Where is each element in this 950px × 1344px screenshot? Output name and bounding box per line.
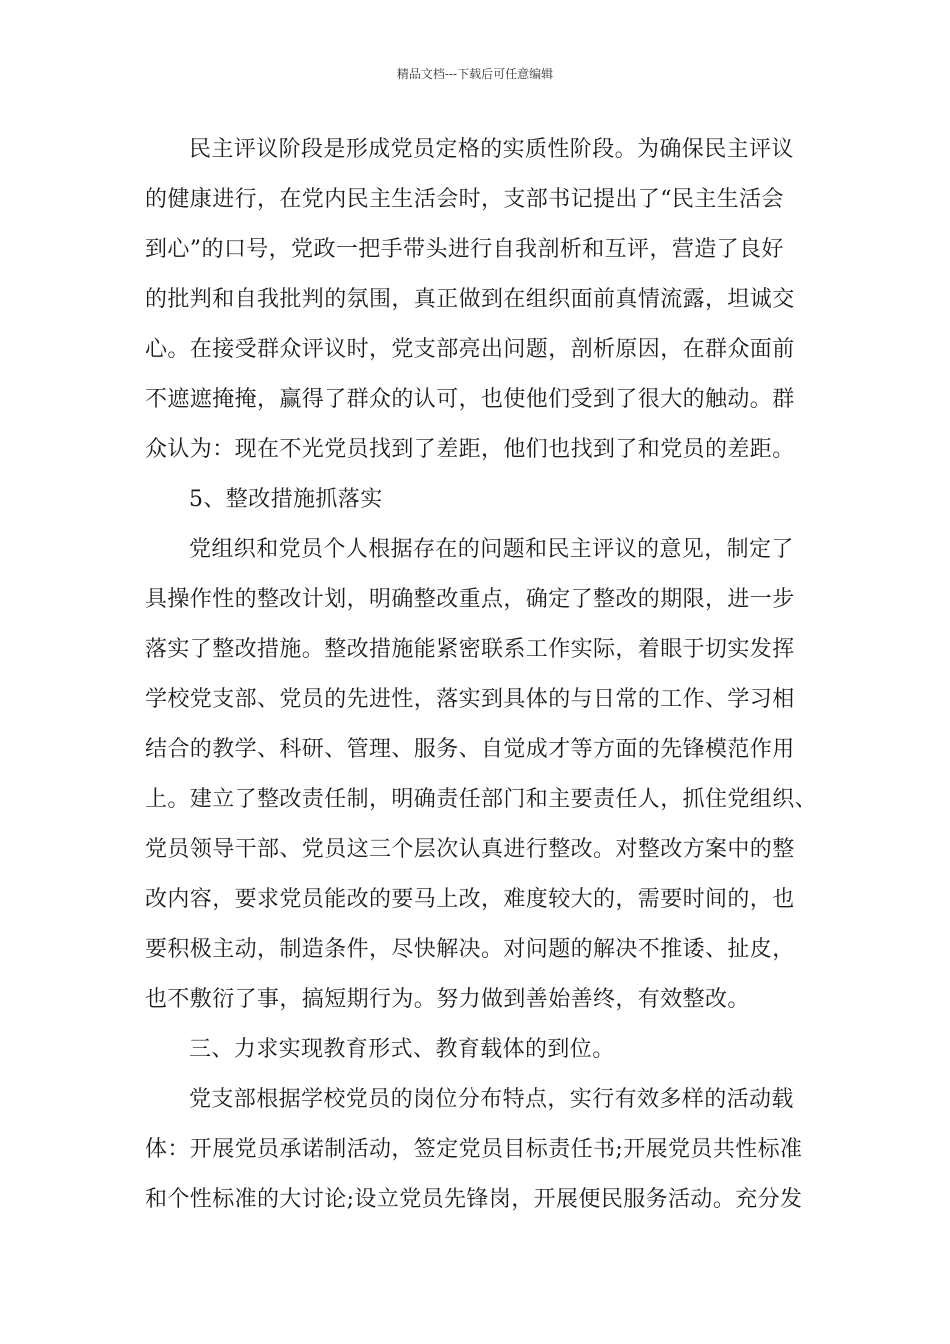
section-heading: 三、力求实现教育形式、教育载体的到位。	[189, 1037, 615, 1062]
paragraph-line: 的批判和自我批判的氛围，真正做到在组织面前真情流露，坦诚交	[145, 287, 795, 312]
paragraph-line: 结合的教学、科研、管理、服务、自觉成才等方面的先锋模范作用	[145, 737, 795, 762]
paragraph-line: 改内容，要求党员能改的要马上改，难度较大的，需要时间的，也	[145, 887, 795, 912]
paragraph-line: 体：开展党员承诺制活动，签定党员目标责任书;开展党员共性标准	[145, 1137, 803, 1162]
page-header: 精品文档---下载后可任意编辑	[396, 67, 554, 81]
paragraph-line: 党支部根据学校党员的岗位分布特点，实行有效多样的活动载	[189, 1087, 794, 1112]
paragraph-line: 不遮遮掩掩，赢得了群众的认可，也使他们受到了很大的触动。群	[145, 387, 795, 412]
paragraph-line: 上。建立了整改责任制，明确责任部门和主要责任人，抓住党组织、	[145, 787, 818, 812]
paragraph-line: 也不敷衍了事，搞短期行为。努力做到善始善终，有效整改。	[145, 987, 750, 1012]
paragraph-line: 心。在接受群众评议时，党支部亮出问题，剖析原因，在群众面前	[145, 337, 795, 362]
paragraph-line: 具操作性的整改计划，明确整改重点，确定了整改的期限，进一步	[145, 587, 795, 612]
paragraph-line: 党组织和党员个人根据存在的问题和民主评议的意见，制定了	[189, 537, 794, 562]
document-body	[145, 125, 825, 1225]
paragraph-line: 民主评议阶段是形成党员定格的实质性阶段。为确保民主评议	[189, 137, 794, 162]
paragraph-line: 党员领导干部、党员这三个层次认真进行整改。对整改方案中的整	[145, 837, 795, 862]
paragraph-line: 的健康进行，在党内民主生活会时，支部书记提出了“民主生活会	[145, 187, 784, 212]
paragraph-line: 和个性标准的大讨论;设立党员先锋岗，开展便民服务活动。充分发	[145, 1187, 803, 1212]
paragraph-line: 落实了整改措施。整改措施能紧密联系工作实际，着眼于切实发挥	[145, 637, 795, 662]
paragraph-line: 众认为：现在不光党员找到了差距，他们也找到了和党员的差距。	[145, 437, 795, 462]
paragraph-line: 到心”的口号，党政一把手带头进行自我剖析和互评，营造了良好	[145, 237, 784, 262]
section-heading: 5、整改措施抓落实	[189, 487, 383, 512]
paragraph-line: 要积极主动，制造条件，尽快解决。对问题的解决不推诿、扯皮，	[145, 937, 795, 962]
paragraph-line: 学校党支部、党员的先进性，落实到具体的与日常的工作、学习相	[145, 687, 795, 712]
